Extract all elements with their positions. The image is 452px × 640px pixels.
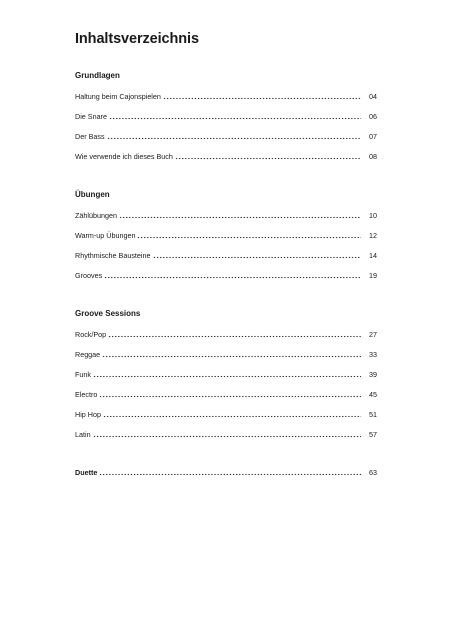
toc-entry[interactable] (75, 229, 377, 241)
dot-leader (137, 236, 361, 239)
dot-leader (109, 117, 361, 120)
toc-entry[interactable] (75, 368, 377, 380)
toc-entry-page: 08 (369, 152, 377, 161)
toc-entry-label: Reggae (75, 350, 101, 359)
dot-leader (93, 435, 361, 438)
toc-entry-page: 04 (369, 92, 377, 101)
dot-leader (163, 97, 361, 100)
dot-leader (104, 276, 361, 279)
toc-entry[interactable] (75, 110, 377, 122)
toc-entry-page: 27 (369, 330, 377, 339)
toc-entry-label: Rhythmische Bausteine (75, 251, 151, 260)
dot-leader (119, 216, 361, 219)
toc-entry[interactable] (75, 428, 377, 440)
toc-entry-page: 57 (369, 430, 377, 439)
toc-entry[interactable] (75, 90, 377, 102)
toc-entry-label: Grooves (75, 271, 103, 280)
toc-entry[interactable] (75, 348, 377, 360)
toc-entry-label: Funk (75, 370, 91, 379)
toc-entry-page: 06 (369, 112, 377, 121)
toc-entry-page: 14 (369, 251, 377, 260)
toc-entry-duette[interactable] (75, 466, 377, 478)
toc-entry-label: Latin (75, 430, 91, 439)
toc-entry-label: Wie verwende ich dieses Buch (75, 152, 173, 161)
dot-leader (153, 256, 361, 259)
toc-entry-label: Zählübungen (75, 211, 117, 220)
page-title: Inhaltsverzeichnis (75, 31, 199, 47)
section-heading-uebungen: Übungen (75, 190, 110, 199)
toc-entry-page: 33 (369, 350, 377, 359)
toc-entry[interactable] (75, 328, 377, 340)
toc-entry-page: 45 (369, 390, 377, 399)
toc-entry-label: Hip Hop (75, 410, 101, 419)
toc-entry-label: Haltung beim Cajonspielen (75, 92, 161, 101)
dot-leader (175, 157, 361, 160)
toc-entry[interactable] (75, 130, 377, 142)
toc-entry-label: Der Bass (75, 132, 105, 141)
toc-entry-page: 19 (369, 271, 377, 280)
toc-entry-label: Electro (75, 390, 98, 399)
dot-leader (107, 137, 361, 140)
toc-entry[interactable] (75, 249, 377, 261)
toc-entry[interactable] (75, 150, 377, 162)
toc-entry[interactable] (75, 388, 377, 400)
table-of-contents-page (75, 0, 377, 640)
toc-entry-page: 51 (369, 410, 377, 419)
section-heading-groove-sessions: Groove Sessions (75, 309, 141, 318)
toc-entry-label: Die Snare (75, 112, 107, 121)
section-heading-grundlagen: Grundlagen (75, 71, 120, 80)
toc-entry-page: 07 (369, 132, 377, 141)
toc-entry[interactable] (75, 269, 377, 281)
dot-leader (103, 415, 361, 418)
toc-entry-label: Rock/Pop (75, 330, 107, 339)
dot-leader (99, 473, 361, 476)
toc-entry-page: 39 (369, 370, 377, 379)
toc-entry-label: Warm-up Übungen (75, 231, 136, 240)
toc-entry[interactable] (75, 408, 377, 420)
toc-entry-page: 12 (369, 231, 377, 240)
toc-entry-label: Duette (75, 468, 98, 477)
dot-leader (93, 375, 361, 378)
toc-entry-page: 10 (369, 211, 377, 220)
toc-entry[interactable] (75, 209, 377, 221)
dot-leader (102, 355, 361, 358)
dot-leader (99, 395, 361, 398)
toc-entry-page: 63 (369, 468, 377, 477)
dot-leader (108, 335, 361, 338)
